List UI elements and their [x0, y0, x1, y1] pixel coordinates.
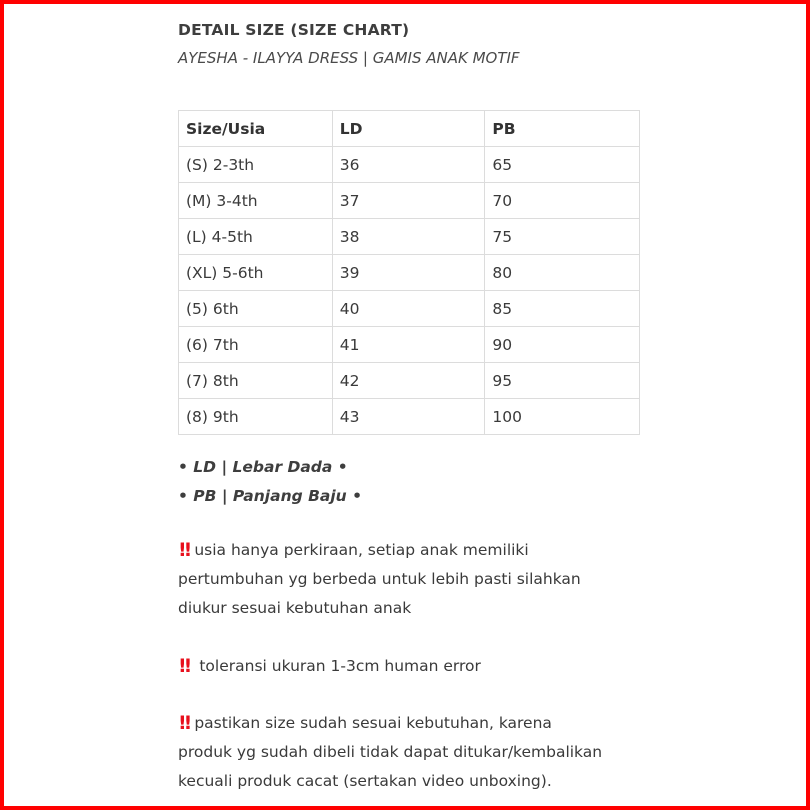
cell-size: (6) 7th	[179, 327, 333, 363]
cell-pb: 100	[485, 399, 640, 435]
note-line	[178, 709, 648, 738]
cell-pb: 80	[485, 255, 640, 291]
cell-ld: 40	[332, 291, 485, 327]
product-subtitle: AYESHA - ILAYYA DRESS | GAMIS ANAK MOTIF	[178, 49, 520, 67]
cell-ld: 37	[332, 183, 485, 219]
cell-ld: 39	[332, 255, 485, 291]
legend-pb: • PB | Panjang Baju •	[178, 487, 363, 505]
note-text: usia hanya perkiraan, setiap anak memiliki	[194, 541, 529, 559]
cell-pb: 75	[485, 219, 640, 255]
double-exclamation-icon: !!	[178, 712, 190, 734]
cell-ld: 38	[332, 219, 485, 255]
measurement-legend	[178, 453, 648, 511]
size-chart-content	[178, 20, 648, 796]
note-line: pertumbuhan yg berbeda untuk lebih pasti silahkan	[178, 570, 581, 588]
table-row	[179, 291, 640, 327]
cell-size: (L) 4-5th	[179, 219, 333, 255]
cell-size: (5) 6th	[179, 291, 333, 327]
table-row	[179, 219, 640, 255]
page-title: DETAIL SIZE (SIZE CHART)	[178, 21, 410, 39]
table-row	[179, 399, 640, 435]
size-chart-table	[178, 110, 640, 435]
cell-pb: 95	[485, 363, 640, 399]
note-line: kecuali produk cacat (sertakan video unboxing).	[178, 772, 552, 790]
double-exclamation-icon: !!	[178, 655, 190, 677]
note-text: pastikan size sudah sesuai kebutuhan, karena	[194, 714, 552, 732]
cell-pb: 90	[485, 327, 640, 363]
note-line	[178, 536, 648, 565]
cell-ld: 43	[332, 399, 485, 435]
table-row	[179, 255, 640, 291]
note-no-return	[178, 709, 648, 796]
table-row	[179, 147, 640, 183]
column-header-ld: LD	[332, 111, 485, 147]
cell-size: (7) 8th	[179, 363, 333, 399]
note-line: produk yg sudah dibeli tidak dapat ditukar/kembalikan	[178, 743, 603, 761]
note-tolerance	[178, 652, 648, 681]
cell-pb: 70	[485, 183, 640, 219]
note-age-estimate	[178, 536, 648, 623]
legend-ld: • LD | Lebar Dada •	[178, 458, 348, 476]
table-row	[179, 183, 640, 219]
note-line	[178, 652, 648, 681]
cell-size: (8) 9th	[179, 399, 333, 435]
double-exclamation-icon: !!	[178, 539, 190, 561]
table-row	[179, 363, 640, 399]
table-header-row	[179, 111, 640, 147]
cell-size: (XL) 5-6th	[179, 255, 333, 291]
cell-ld: 41	[332, 327, 485, 363]
cell-ld: 36	[332, 147, 485, 183]
cell-pb: 85	[485, 291, 640, 327]
cell-size: (M) 3-4th	[179, 183, 333, 219]
cell-ld: 42	[332, 363, 485, 399]
note-line: diukur sesuai kebutuhan anak	[178, 599, 412, 617]
cell-pb: 65	[485, 147, 640, 183]
note-text: toleransi ukuran 1-3cm human error	[199, 657, 481, 675]
table-row	[179, 327, 640, 363]
column-header-pb: PB	[485, 111, 640, 147]
cell-size: (S) 2-3th	[179, 147, 333, 183]
column-header-size: Size/Usia	[179, 111, 333, 147]
